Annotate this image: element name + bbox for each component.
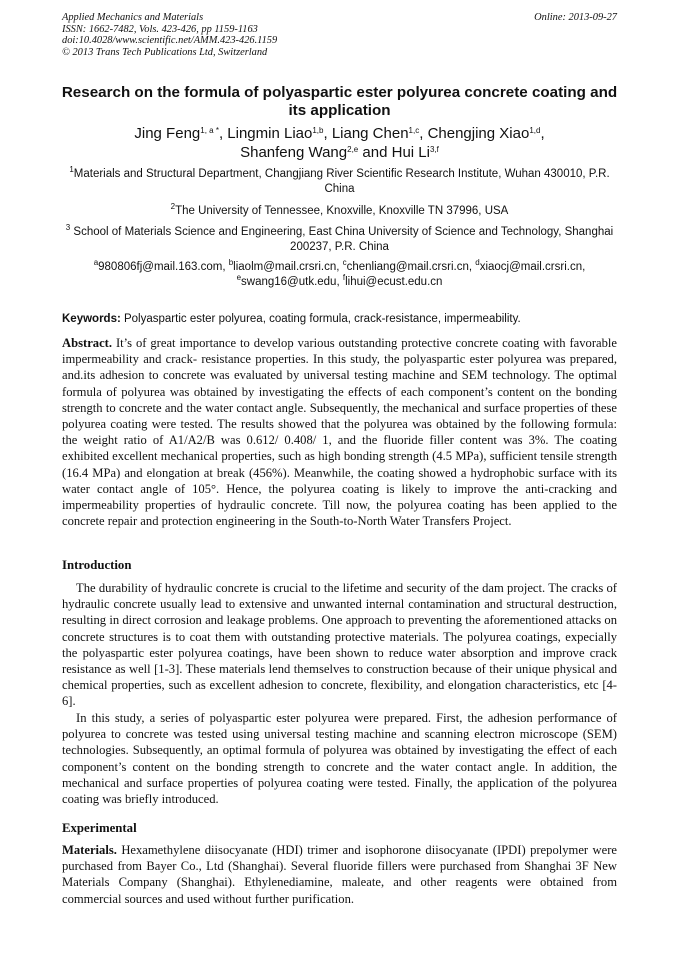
author-separator: , (419, 125, 428, 142)
email-mark: b (228, 258, 234, 267)
introduction-paragraph-2: In this study, a series of polyaspartic ester polyurea were prepared. First, the adhesion performance of polyurea to concrete was tested using universal testing machine and scanning electron microscope (SEM) technologies. Subsequently, an optimal formula of polyurea was obtained by investigating the effect of each component’s content on the bonding strength to concrete and the water contact angle. In addition, the mechanical and surface properties of polyurea coating were tested. Finally, the application of the polyurea coating was briefly introduced. (62, 711, 617, 807)
author-name: Liang Chen (331, 125, 409, 142)
affiliation-text: Materials and Structural Department, Changjiang River Scientific Research Institute, Wuhan 430010, P.R. China (73, 168, 610, 195)
affiliation-mark: 3 (65, 223, 71, 232)
affiliation-mark: 2 (170, 202, 176, 211)
keywords-text: Polyaspartic ester polyurea, coating formula, crack-resistance, impermeability. (120, 313, 521, 325)
experimental-heading: Experimental (62, 821, 137, 835)
author-separator: , (540, 125, 545, 142)
affiliation-3 (62, 225, 617, 255)
affiliation-text: The University of Tennessee, Knoxville, Knoxville TN 37996, USA (175, 205, 509, 217)
doi-line: doi:10.4028/www.scientific.net/AMM.423-426.1159 (62, 35, 278, 47)
author-affiliation-mark: 1,b (312, 126, 324, 135)
email-address: chenliang@mail.crsri.cn, (346, 261, 476, 273)
affiliation-2 (62, 204, 617, 219)
author-affiliation-mark: 3,f (429, 145, 439, 154)
online-date: Online: 2013-09-27 (534, 12, 617, 23)
author-name: Chengjing Xiao (427, 125, 530, 142)
author-affiliation-mark: 2,e (347, 145, 359, 154)
author-name: Hui Li (391, 144, 430, 161)
abstract-label: Abstract. (62, 336, 113, 350)
abstract-text: It’s of great importance to develop various outstanding protective concrete coating with favorable impermeability and crack- resistance properties. In this study, the polyaspartic ester polyurea was prepared, and.its adhesion to concrete was evaluated by universal testing machine and SEM technology. The optimal formula of polyurea was obtained by investigating the effects of each component’s content on the bonding strength to concrete and the water contact angle. Subsequently, the mechanical and surface properties of these polyurea coating were tested. The results showed that the polyurea was obtained by the following formula: the weight ratio of A1/A2/B was 0.612/ 0.408/ 1, and the fluoride filler content was 3%. The coating exhibited excellent mechanical properties, such as high bonding strength (4.5 MPa), sufficient tensile strength (16.4 MPa) and elongation at break (456%). Meanwhile, the coating showed a hydrophobic surface with its water contact angle of 105°. Hence, the polyurea coating is likely to improve the anti-cracking and impermeability properties of hydraulic concrete. Till now, the polyurea coating has been applied to the concrete repair and protection engineering in the South-to-North Water Transfers Project. (62, 336, 617, 529)
email-mark: c (342, 258, 347, 267)
materials-text: Hexamethylene diisocyanate (HDI) trimer and isophorone diisocyanate (IPDI) prepolymer were purchased from Bayer Co., Ltd (Shanghai). Several fluoride fillers were purchased from Shanghai 3F New Materials Company (Shanghai). Ethylenediamine, maleate, and other reagents were obtained from commercial sources and used without further purification. (62, 843, 617, 906)
materials-label: Materials. (62, 843, 117, 857)
abstract (62, 335, 617, 529)
author-name: Lingmin Liao (227, 125, 313, 142)
email-address: liaolm@mail.crsri.cn, (233, 261, 343, 273)
copyright-line: © 2013 Trans Tech Publications Ltd, Switzerland (62, 46, 268, 58)
affiliation-mark: 1 (69, 165, 74, 174)
email-mark: f (342, 273, 346, 282)
materials-paragraph (62, 842, 617, 907)
paper-title: Research on the formula of polyaspartic ester polyurea concrete coating and its application (61, 84, 618, 119)
author-name: Shanfeng Wang (240, 144, 348, 161)
email-mark: a (93, 258, 99, 267)
author-affiliation-mark: 1, a * (200, 126, 219, 135)
author-affiliation-mark: 1,c (408, 126, 420, 135)
email-address: xiaocj@mail.crsri.cn, (479, 261, 586, 273)
email-address: 980806fj@mail.163.com, (98, 261, 229, 273)
affiliation-1 (62, 167, 617, 197)
author-affiliation-mark: 1,d (529, 126, 541, 135)
journal-name: Applied Mechanics and Materials (62, 12, 204, 23)
author-list (52, 124, 627, 162)
introduction-paragraph-1: The durability of hydraulic concrete is crucial to the lifetime and security of the dam project. The cracks of hydraulic concrete usually lead to extensive and unwanted internal contamination and structural destruction, resulting in direct corrosion and leakage problems. One approach to preventing the aforementioned attacks on concrete structures is to coat them with outstanding protective materials. The polyurea coatings, expecially the polyaspartic ester polyurea coatings, have been shown to reduce water absorption and improve crack resistance as well [1-3]. These materials lend themselves to construction because of their unique physical and chemical properties, such as excellent adhesion to concrete, flexibility, and elongation characteristics, etc [4-6]. (62, 581, 617, 709)
email-mark: d (475, 258, 480, 267)
author-separator: and (358, 144, 392, 161)
email-address: swang16@utk.edu, (241, 276, 343, 288)
journal-header (62, 12, 617, 58)
author-separator: , (323, 125, 332, 142)
affiliation-text: School of Materials Science and Engineering, East China University of Science and Technology, Shanghai 200237, P.R. China (70, 226, 614, 253)
author-name: Jing Feng (134, 125, 201, 142)
keywords (62, 312, 617, 327)
author-separator: , (218, 125, 228, 142)
email-list (62, 260, 617, 290)
email-mark: e (236, 273, 242, 282)
introduction-heading: Introduction (62, 558, 132, 572)
email-address: lihui@ecust.edu.cn (345, 276, 443, 288)
issn-line: ISSN: 1662-7482, Vols. 423-426, pp 1159-1163 (62, 23, 258, 35)
keywords-label: Keywords: (62, 313, 121, 325)
